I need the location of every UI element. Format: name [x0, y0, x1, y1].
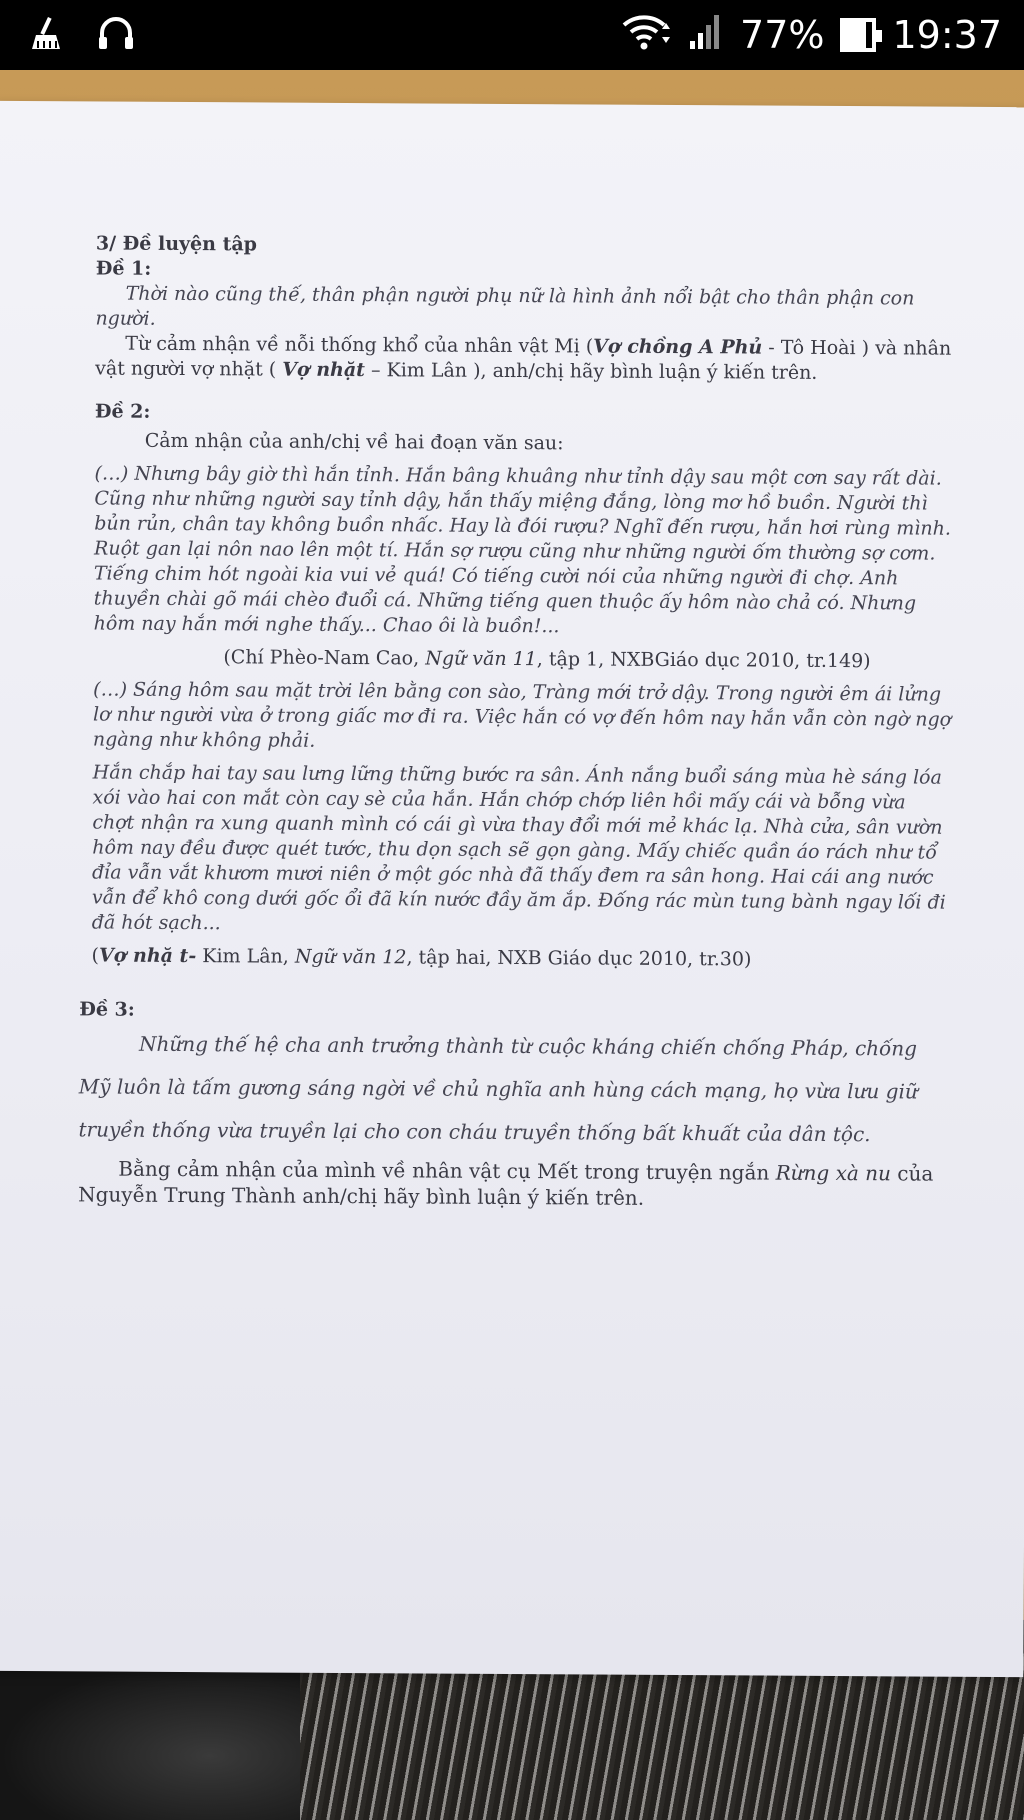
de3-section: [78, 996, 951, 1212]
battery-percent: 77%: [740, 13, 825, 57]
de2-citation-2: (Vợ nhặ t- Kim Lân, Ngữ văn 12, tập hai, NXB Giáo dục 2010, tr.30): [91, 944, 752, 971]
headset-icon: [96, 13, 136, 57]
clock: 19:37: [892, 13, 1002, 57]
de3-heading: Đề 3:: [79, 998, 135, 1021]
de2-passage-1: (…) Nhưng bây giờ thì hắn tỉnh. Hắn bâng khuâng như tỉnh dậy sau một cơn say rất dài. Cũng như những người say tỉnh dậy, hắn thấy miệng đắng, lòng mơ hồ buồn. Người thì bủn rủn, chân tay không buồn nhấc. Hay là đói rượu? Nghĩ đến rượu, hắn hơi rùng mình. Ruột gan lại nôn nao lên một tí. Hắn sợ rượu cũng như những người ốm thường sợ cơm. Tiếng chim hót ngoài kia vui vẻ quá! Có tiếng cười nói của những người đi chợ. Anh thuyền chài gõ mái chèo đuổi cá. Những tiếng quen thuộc ấy hôm nào chả có. Nhưng hôm nay hắn mới nghe thấy... Chao ôi là buồn!...: [93, 462, 951, 638]
dark-shadow: [0, 1660, 300, 1820]
paper-sheet: [0, 101, 1024, 1677]
section-title: 3/ Đề luyện tập: [95, 232, 258, 256]
de2-citation-1: (Chí Phèo-Nam Cao, Ngữ văn 11, tập 1, NXBGiáo dục 2010, tr.149): [223, 646, 871, 673]
de1-task: Từ cảm nhận về nỗi thống khổ của nhân vật Mị (Vợ chồng A Phủ - Tô Hoài ) và nhân vật người vợ nhặt ( Vợ nhặt – Kim Lân ), anh/chị hãy bình luận ý kiến trên.: [95, 332, 952, 384]
de2-prompt: Cảm nhận của anh/chị về hai đoạn văn sau:: [144, 429, 564, 455]
broom-icon: [26, 13, 66, 57]
wifi-icon: [620, 11, 672, 60]
status-left: [26, 14, 136, 56]
de1-heading: Đề 1:: [95, 257, 152, 280]
de2-heading: Đề 2:: [94, 400, 151, 423]
status-bar: [0, 0, 1024, 70]
de2-passage-2a: (…) Sáng hôm sau mặt trời lên bằng con sào, Tràng mới trở dậy. Trong người êm ái lửng lơ như người vừa ở trong giấc mơ đi ra. Việc hắn có vợ đến hôm nay hắn vẫn còn ngờ ngợ ngàng như không phải.: [92, 678, 952, 752]
document-content: [78, 231, 956, 1212]
signal-icon: [688, 11, 724, 60]
de1-quote: Thời nào cũng thế, thân phận người phụ nữ là hình ảnh nổi bật cho thân phận con người.: [95, 282, 915, 330]
battery-icon: [840, 18, 876, 52]
de3-quote: Những thế hệ cha anh trưởng thành từ cuộc kháng chiến chống Pháp, chống Mỹ luôn là tấm gương sáng ngời về chủ nghĩa anh hùng cách mạng, họ vừa lưu giữ truyền thống vừa truyền lại cho con cháu truyền thống bất khuất của dân tộc.: [78, 1031, 918, 1147]
de2-passage-2b: Hắn chắp hai tay sau lưng lững thững bước ra sân. Ánh nắng buổi sáng mùa hè sáng lóa xói vào hai con mắt còn cay sè của hắn. Hắn chớp chớp liên hồi mấy cái và bỗng vừa chợt nhận ra xung quanh mình có cái gì vừa thay đổi mới mẻ khác lạ. Nhà cửa, sân vườn hôm nay đều được quét tước, thu dọn sạch sẽ gọn gàng. Mấy chiếc quần áo rách như tổ đỉa vẫn vắt khươm mươi niên ở một góc nhà đã thấy đem ra sân hong. Hai cái ang nước vẫn để khô cong dưới gốc ổi đã kín nước đầy ăm ắp. Đống rác mùn tung bành ngay lối đi đã hót sạch...: [91, 761, 946, 935]
de3-task: Bằng cảm nhận của mình về nhân vật cụ Mết trong truyện ngắn Rừng xà nu của Nguyễn Trung Thành anh/chị hãy bình luận ý kiến trên.: [78, 1156, 934, 1210]
status-right: [620, 10, 1002, 60]
